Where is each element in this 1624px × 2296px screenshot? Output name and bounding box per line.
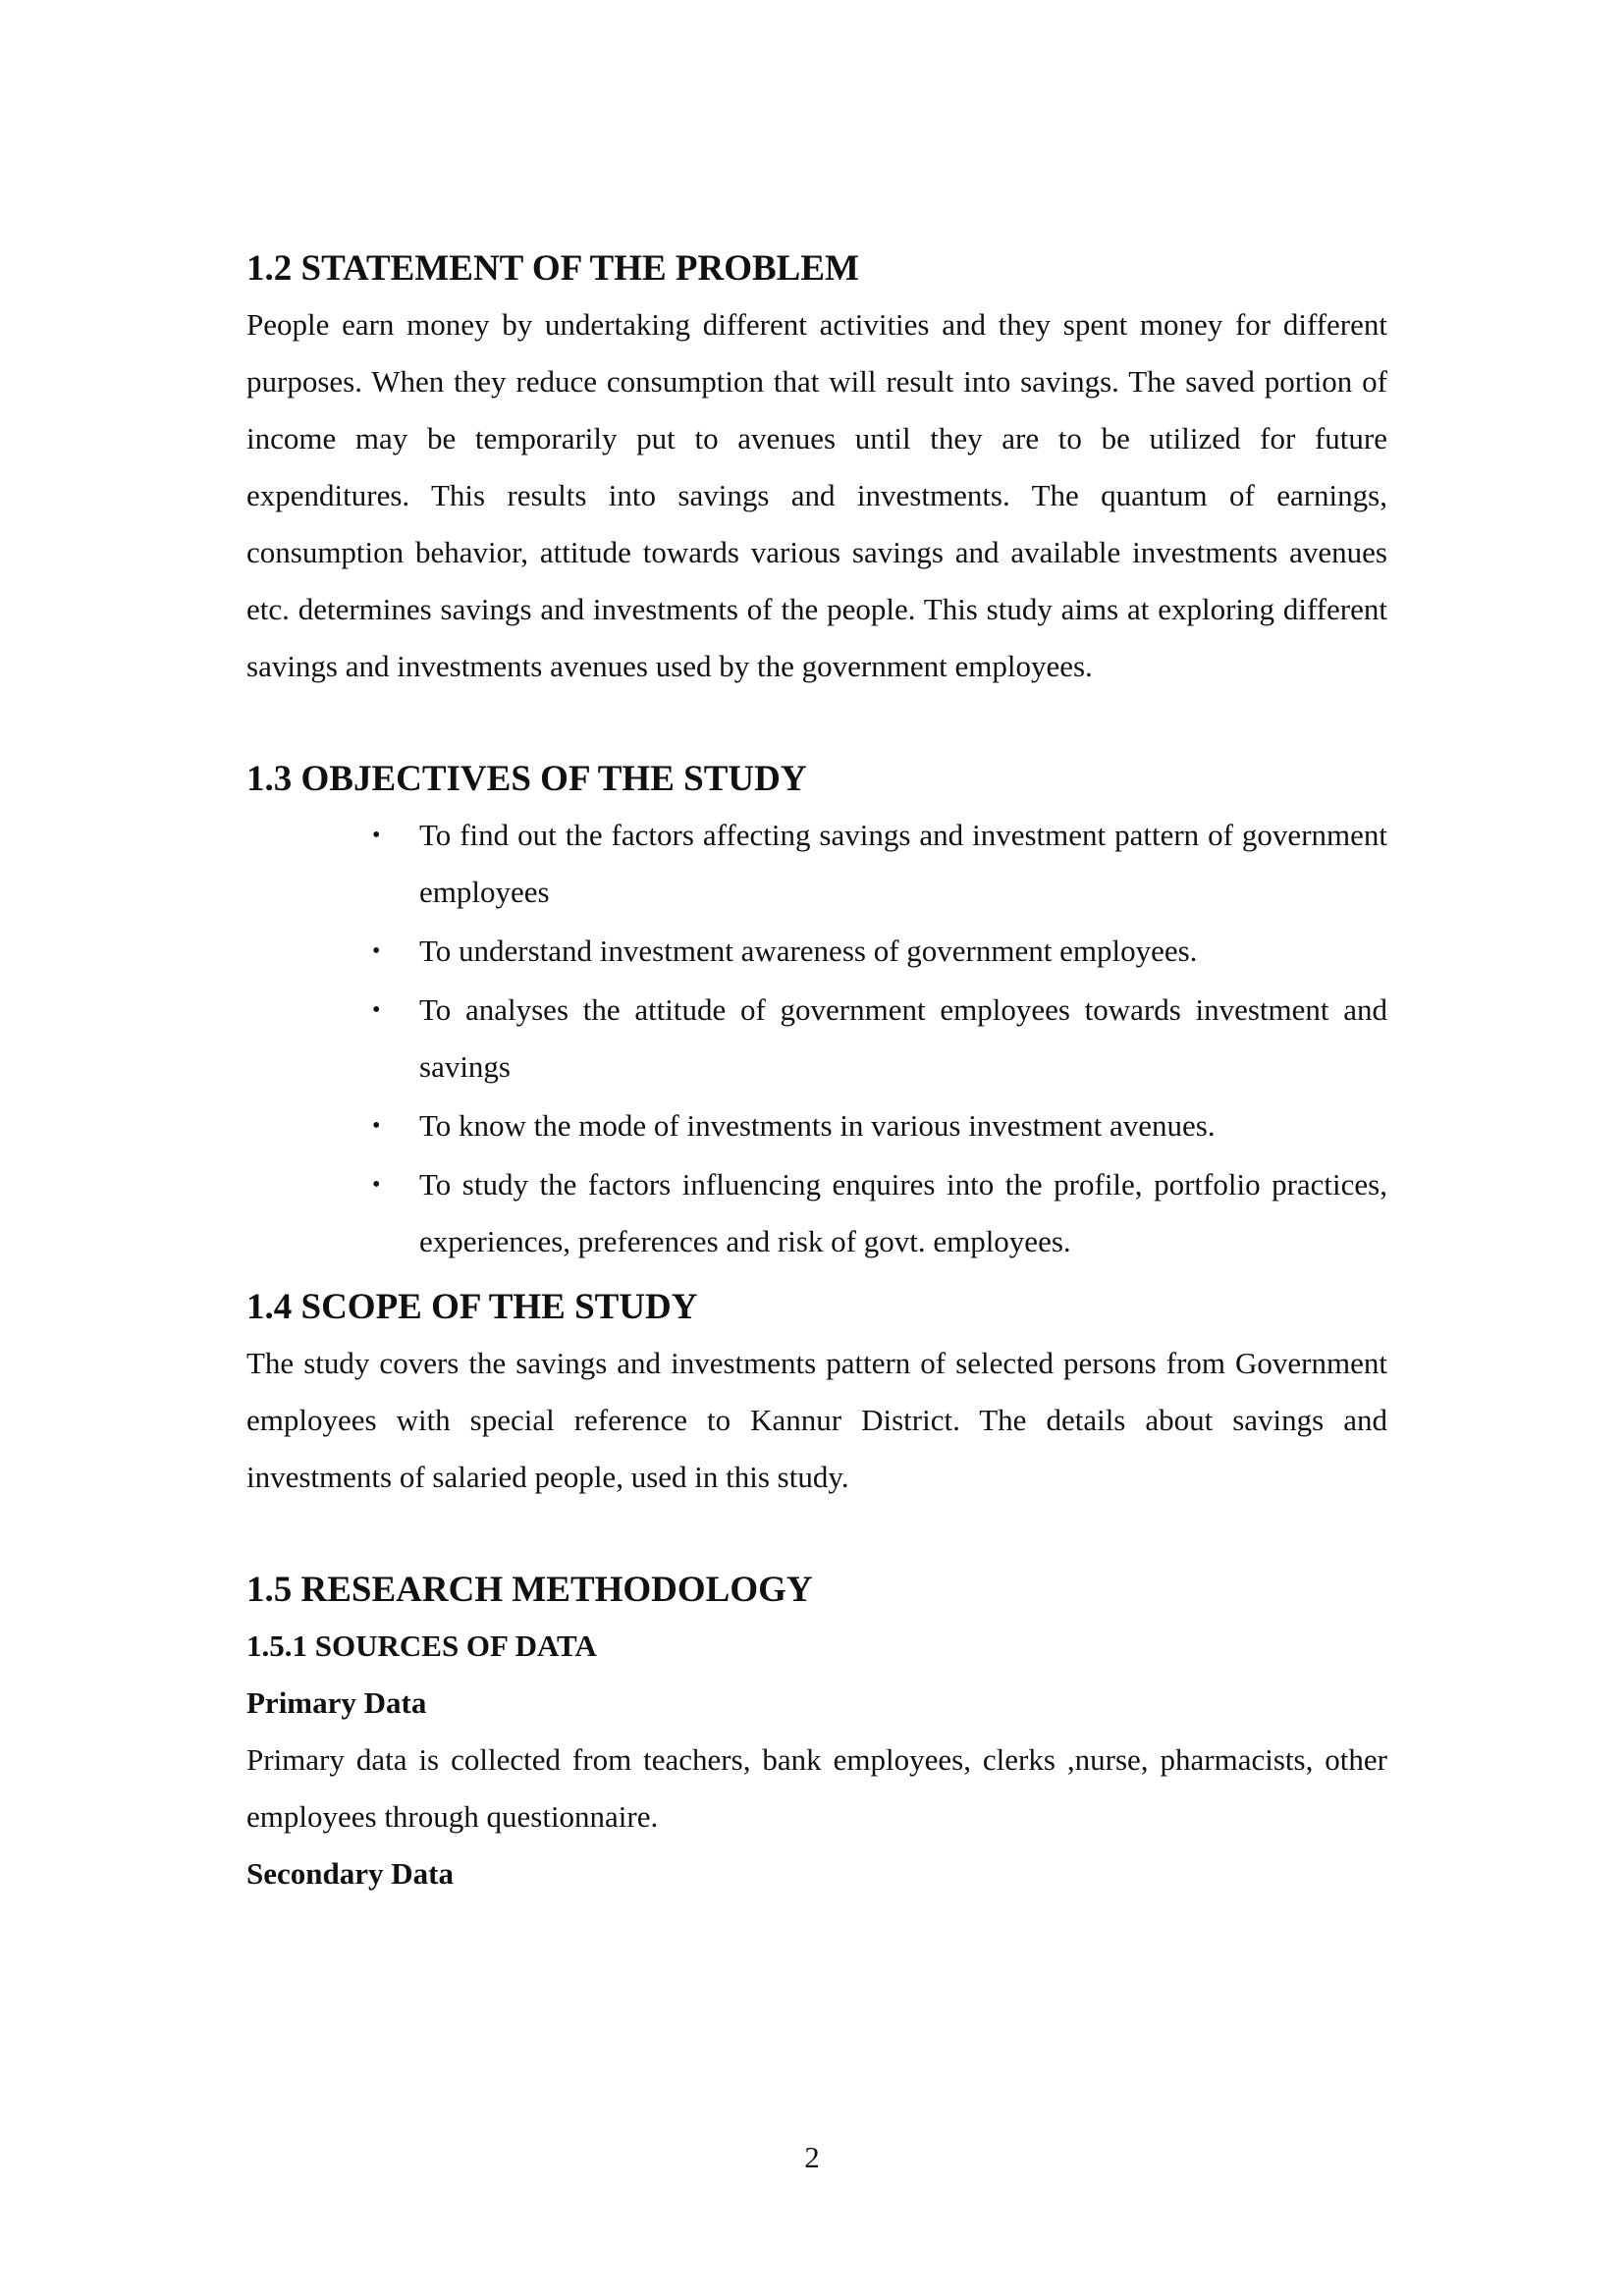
list-item: [372, 1097, 1387, 1154]
objective-text: To find out the factors affecting savings and investment pattern of government employees: [419, 818, 1387, 909]
list-item: [372, 1156, 1387, 1270]
heading-scope: 1.4 SCOPE OF THE STUDY: [246, 1287, 698, 1327]
page-number: 2: [804, 2140, 820, 2174]
bullet-icon: •: [372, 938, 381, 964]
objective-text: To study the factors influencing enquires into the profile, portfolio practices, experiences, preferences and risk of govt. employees.: [419, 1167, 1387, 1258]
subheading-sources-of-data: 1.5.1 SOURCES OF DATA: [246, 1629, 597, 1663]
page-content: [246, 241, 1387, 1902]
section-scope: [246, 1280, 1387, 1506]
statement-paragraph: People earn money by undertaking different activities and they spent money for different purposes. When they reduce consumption that will result into savings. The saved portion of income may be temporarily put to avenues until they are to be utilized for future expenditures. This results into savings and investments. The quantum of earnings, consumption behavior, attitude towards various savings and available investments avenues etc. determines savings and investments of the people. This study aims at exploring different savings and investments avenues used by the government employees.: [246, 307, 1387, 683]
list-item: [372, 923, 1387, 980]
objective-text: To understand investment awareness of government employees.: [419, 934, 1198, 968]
primary-data-paragraph: Primary data is collected from teachers, bank employees, clerks ,nurse, pharmacists, other employees through questionnaire.: [246, 1742, 1387, 1834]
heading-research-methodology: 1.5 RESEARCH METHODOLOGY: [246, 1570, 813, 1610]
heading-objectives: 1.3 OBJECTIVES OF THE STUDY: [246, 759, 807, 799]
bullet-icon: •: [372, 1172, 381, 1198]
scope-paragraph: The study covers the savings and investments pattern of selected persons from Government employees with special reference to Kannur District. The details about savings and investments of salaried people, used in this study.: [246, 1346, 1387, 1494]
list-item: [372, 807, 1387, 921]
bullet-icon: •: [372, 997, 381, 1023]
section-research-methodology: [246, 1563, 1387, 1902]
objective-text: To analyses the attitude of government employees towards investment and savings: [419, 992, 1387, 1084]
section-statement-of-problem: [246, 241, 1387, 695]
list-item: [372, 982, 1387, 1095]
objective-text: To know the mode of investments in various investment avenues.: [419, 1108, 1216, 1143]
bullet-icon: •: [372, 1113, 381, 1139]
heading-statement-of-problem: 1.2 STATEMENT OF THE PROBLEM: [246, 248, 859, 289]
heading-primary-data: Primary Data: [246, 1685, 427, 1720]
bullet-icon: •: [372, 823, 381, 848]
section-objectives: [246, 752, 1387, 1270]
objectives-list: [246, 807, 1387, 1270]
heading-secondary-data: Secondary Data: [246, 1856, 454, 1891]
